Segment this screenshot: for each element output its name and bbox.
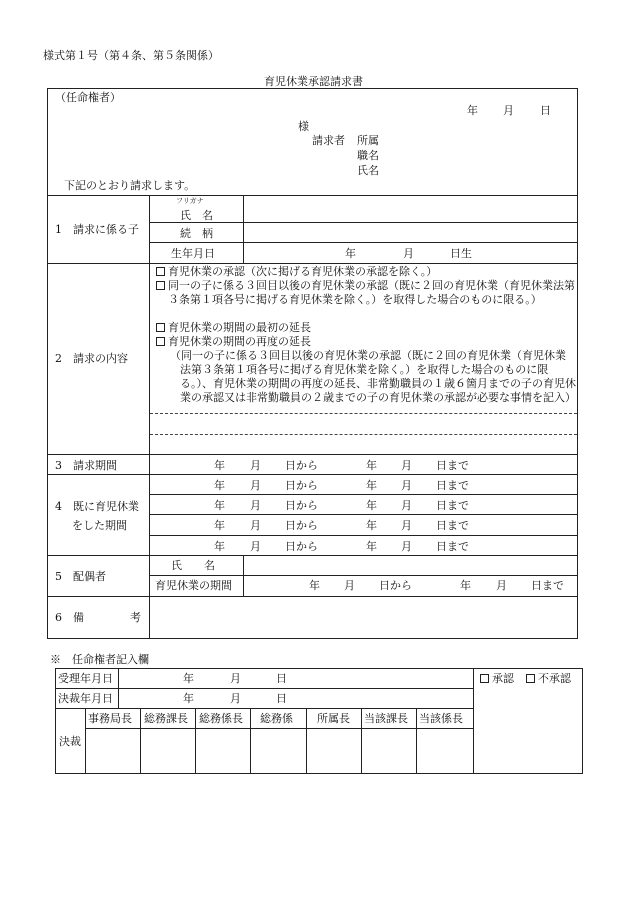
- ap-left: [55, 668, 56, 774]
- s5-day-to: 日まで: [531, 579, 564, 592]
- stamp-togaikacho: 当該課長: [364, 712, 408, 725]
- section5-sep: [149, 575, 578, 576]
- s3-month-to: 月: [401, 459, 412, 472]
- s4-sep-1: [149, 494, 578, 495]
- appointer-label: （任命権者）: [55, 91, 121, 104]
- birth-day: 日生: [450, 247, 472, 260]
- spouse-period-label: 育児休業の期間: [155, 579, 232, 592]
- section1-sep-b: [149, 242, 578, 243]
- s4-r1-day-from: 日から: [285, 479, 318, 492]
- reason-note: （同一の子に係る３回目以後の育児休業の承認（既に２回の育児休業（育児休業法第３条第１項各号に掲げる育児休業を除く。）を取得した場合のものに限る。）、育児休業の期間の再度の延長、非常勤職員の１歳６箇月までの子の育児休業の承認又は非常勤職員の２歳までの子の育児休業の承認が必要な事情を記入）: [170, 349, 576, 404]
- disapprove-checkbox[interactable]: [526, 674, 535, 683]
- row-sep-4: [47, 474, 578, 475]
- row-sep-6: [47, 596, 578, 597]
- section4-label-line2: をした期間: [72, 519, 127, 532]
- section4-label-line1: 4 既に育児休業: [55, 500, 139, 513]
- ap-kessai-divider: [85, 708, 86, 774]
- stamp-togaikakaricho: 当該係長: [419, 712, 463, 725]
- s4-r2-day-to: 日まで: [436, 499, 469, 512]
- s3-month-from: 月: [250, 459, 261, 472]
- ap-stamp-div-6: [416, 708, 417, 774]
- s3-year-to: 年: [366, 459, 377, 472]
- ap-bottom: [55, 773, 583, 774]
- s4-r3-month-to: 月: [401, 519, 412, 532]
- s4-r3-year-from: 年: [214, 519, 225, 532]
- s5-day-from: 日から: [379, 579, 412, 592]
- row-sep-3: [47, 454, 578, 455]
- checkbox-option-1[interactable]: [156, 267, 165, 276]
- option-3-text: 育児休業の期間の最初の延長: [168, 321, 311, 334]
- label-column-divider: [149, 195, 150, 639]
- received-year: 年: [183, 672, 194, 685]
- birth-month: 月: [403, 247, 414, 260]
- s4-r2-day-from: 日から: [285, 499, 318, 512]
- s3-year-from: 年: [214, 459, 225, 472]
- decision-year: 年: [183, 692, 194, 705]
- section1-inner-divider: [243, 195, 244, 263]
- reason-dash-line-1: [150, 413, 577, 414]
- approve-option[interactable]: [480, 673, 514, 684]
- s4-r1-day-to: 日まで: [436, 479, 469, 492]
- s4-r2-year-to: 年: [366, 499, 377, 512]
- decision-day: 日: [276, 692, 287, 705]
- decision-date-label: 決裁年月日: [58, 692, 113, 705]
- position-label: 職名: [357, 149, 379, 162]
- s5-month-to: 月: [496, 579, 507, 592]
- checkbox-option-4[interactable]: [156, 337, 165, 346]
- checkbox-option-3[interactable]: [156, 323, 165, 332]
- s5-month-from: 月: [344, 579, 355, 592]
- main-box-top: [47, 88, 578, 89]
- furigana-label: フリガナ: [176, 197, 204, 205]
- section3-label: 3 請求期間: [55, 459, 117, 472]
- s5-year-to: 年: [460, 579, 471, 592]
- received-day: 日: [276, 672, 287, 685]
- s4-r3-month-from: 月: [250, 519, 261, 532]
- s4-r4-month-from: 月: [250, 540, 261, 553]
- ap-stamp-div-1: [140, 708, 141, 774]
- relation-label: 続 柄: [180, 227, 213, 240]
- option-4-text: 育児休業の期間の再度の延長: [168, 335, 311, 348]
- main-box-left: [47, 88, 48, 639]
- main-box-bottom: [47, 638, 578, 639]
- option-1[interactable]: [156, 265, 576, 279]
- approve-checkbox[interactable]: [480, 674, 489, 683]
- stamp-somukakaricho: 総務係長: [199, 712, 243, 725]
- s4-r4-day-from: 日から: [285, 540, 318, 553]
- s4-r4-day-to: 日まで: [436, 540, 469, 553]
- approve-text: 承認: [492, 672, 514, 685]
- section5-label: 5 配偶者: [55, 570, 106, 583]
- row-sep-5: [47, 555, 578, 556]
- s4-sep-3: [149, 535, 578, 536]
- s3-day-to: 日まで: [436, 459, 469, 472]
- s4-r1-month-to: 月: [401, 479, 412, 492]
- page-title: 育児休業承認請求書: [264, 75, 363, 88]
- request-text: 下記のとおり請求します。: [64, 179, 196, 192]
- birth-label: 生年月日: [171, 247, 215, 260]
- s4-r2-month-from: 月: [250, 499, 261, 512]
- header-day: 日: [540, 104, 551, 117]
- s4-r2-month-to: 月: [401, 499, 412, 512]
- sama: 様: [298, 120, 309, 133]
- received-month: 月: [230, 672, 241, 685]
- ap-top: [55, 668, 583, 669]
- disapprove-option[interactable]: [526, 673, 571, 684]
- name-label: 氏名: [357, 164, 379, 177]
- s4-r2-year-from: 年: [214, 499, 225, 512]
- received-date-label: 受理年月日: [58, 672, 113, 685]
- row-sep-2: [47, 263, 578, 264]
- decision-month: 月: [230, 692, 241, 705]
- s3-day-from: 日から: [285, 459, 318, 472]
- row-sep-1: [47, 195, 578, 196]
- s4-r3-day-to: 日まで: [436, 519, 469, 532]
- reason-dash-line-2: [150, 434, 577, 435]
- requester-label: 請求者: [312, 134, 345, 147]
- s4-r1-year-from: 年: [214, 479, 225, 492]
- main-box-right: [577, 88, 578, 639]
- ap-stamp-div-4: [306, 708, 307, 774]
- s4-r4-year-from: 年: [214, 540, 225, 553]
- s4-r3-year-to: 年: [366, 519, 377, 532]
- ap-date-divider: [118, 668, 119, 708]
- checkbox-option-2[interactable]: [156, 281, 165, 290]
- section6-label: 6 備: [55, 611, 84, 624]
- option-2[interactable]: [156, 279, 576, 307]
- affiliation-label: 所属: [357, 134, 379, 147]
- s4-sep-2: [149, 514, 578, 515]
- kessai-label: 決裁: [59, 735, 81, 748]
- s4-r3-day-from: 日から: [285, 519, 318, 532]
- s4-r1-year-to: 年: [366, 479, 377, 492]
- stamp-somukakari: 総務係: [260, 712, 293, 725]
- option-3[interactable]: [156, 321, 576, 335]
- stamp-jimukyokucho: 事務局長: [88, 712, 132, 725]
- spouse-name-label: 氏 名: [171, 559, 215, 572]
- header-month: 月: [503, 104, 514, 117]
- section2-label: 2 請求の内容: [55, 352, 128, 365]
- ap-right: [582, 668, 583, 774]
- ap-stamp-div-2: [195, 708, 196, 774]
- birth-year: 年: [345, 247, 356, 260]
- ap-sep-2: [55, 708, 474, 709]
- s5-year-from: 年: [309, 579, 320, 592]
- appointer-section-title: ※ 任命権者記入欄: [50, 653, 149, 666]
- s4-r4-month-to: 月: [401, 540, 412, 553]
- s4-r4-year-to: 年: [366, 540, 377, 553]
- stamp-somukacho: 総務課長: [144, 712, 188, 725]
- form-number: 様式第１号（第４条、第５条関係）: [43, 49, 219, 62]
- option-4[interactable]: [156, 335, 576, 349]
- stamp-shozokucho: 所属長: [317, 712, 350, 725]
- section1-sep-a: [149, 222, 578, 223]
- ap-right-divider: [473, 668, 474, 774]
- disapprove-text: 不承認: [538, 672, 571, 685]
- section1-label: 1 請求に係る子: [55, 223, 139, 236]
- ap-stamp-div-5: [361, 708, 362, 774]
- ap-stamp-div-3: [250, 708, 251, 774]
- header-year: 年: [467, 104, 478, 117]
- option-1-text: 育児休業の承認（次に掲げる育児休業の承認を除く。）: [168, 265, 438, 278]
- s4-r1-month-from: 月: [250, 479, 261, 492]
- option-2-text: 同一の子に係る３回目以後の育児休業の承認（既に２回の育児休業（育児休業法第３条第１項各号に掲げる育児休業を除く。）を取得した場合のものに限る。）: [168, 279, 575, 306]
- section6-label-2: 考: [130, 611, 141, 624]
- child-name-label: 氏 名: [180, 209, 213, 222]
